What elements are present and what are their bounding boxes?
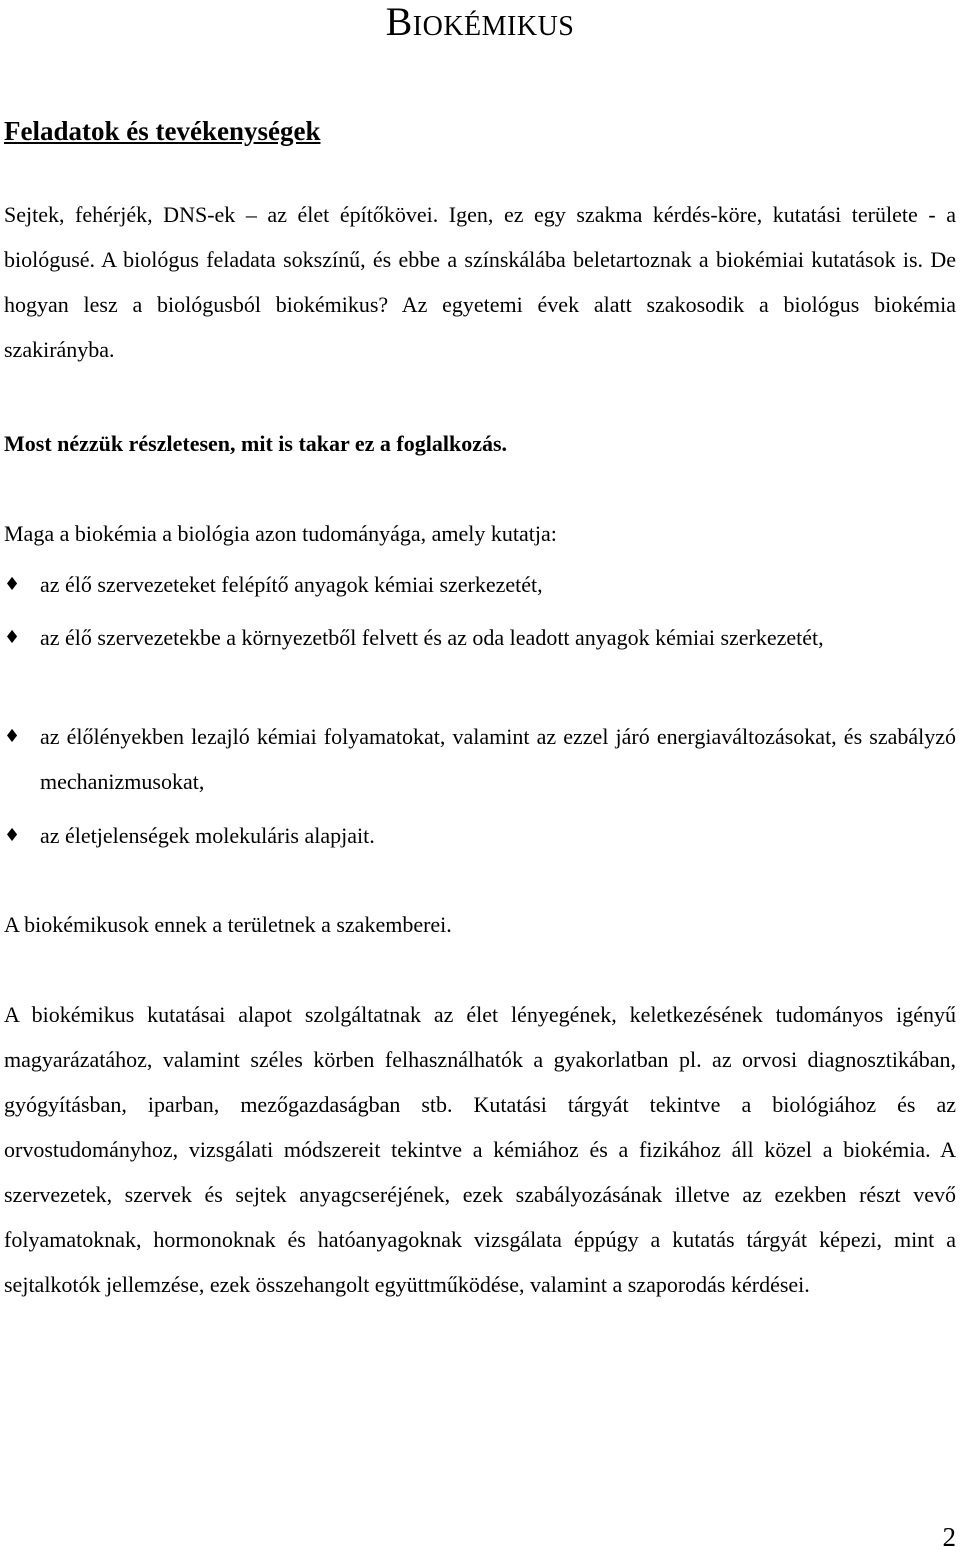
page-title: Biokémikus <box>385 0 575 44</box>
summary-paragraph: A biokémikusok ennek a területnek a szakemberei. <box>4 912 452 937</box>
body-paragraph: A biokémikus kutatásai alapot szolgáltatnak az élet lényegének, keletkezésének tudományos igényű magyarázatához, valamint széles körben felhasználhatók a gyakorlatban pl. az orvosi diagnosztikában, gyógyításban, iparban, mezőgazdaságban stb. Kutatási tárgyát tekintve a biológiához és az orvostudományhoz, vizsgálati módszereit tekintve a kémiához és a fizikához áll közel a biokémia. A szervezetek, szervek és sejtek anyagcseréjének, ezek szabályozásának illetve az ezekben részt vevő folyamatoknak, hormonoknak és hatóanyagoknak vizsgálata éppúgy a kutatás tárgyát képezi, mint a sejtalkotók jellemzése, ezek összehangolt együttműködése, valamint a szaporodás kérdései. <box>4 1002 956 1297</box>
list-item-text: az életjelenségek molekuláris alapjait. <box>40 823 375 848</box>
list-item-text: az élőlényekben lezajló kémiai folyamatokat, valamint az ezzel járó energiaváltozásokat, és szabályzó mechanizmusokat, <box>40 724 956 794</box>
section-heading: Feladatok és tevékenységek <box>4 116 321 146</box>
diamond-bullet-icon: ♦ <box>4 726 21 747</box>
bold-subheading: Most nézzük részletesen, mit is takar ez a foglalkozás. <box>4 431 508 456</box>
diamond-bullet-icon: ♦ <box>4 574 21 595</box>
list-item-text: az élő szervezetekbe a környezetből felvett és az oda leadott anyagok kémiai szerkezetét, <box>40 625 824 650</box>
lead-paragraph: Maga a biokémia a biológia azon tudományága, amely kutatja: <box>4 521 557 546</box>
diamond-bullet-icon: ♦ <box>4 627 21 648</box>
intro-paragraph: Sejtek, fehérjék, DNS-ek – az élet építőkövei. Igen, ez egy szakma kérdés-köre, kutatási területe - a biológusé. A biológus feladata sokszínű, és ebbe a színskálába beletartoznak a biokémiai kutatások is. De hogyan lesz a biológusból biokémikus? Az egyetemi évek alatt szakosodik a biológus biokémia szakirányba. <box>4 202 956 362</box>
page-number: 2 <box>942 1522 956 1552</box>
list-item-text: az élő szervezeteket felépítő anyagok kémiai szerkezetét, <box>40 572 543 597</box>
diamond-bullet-icon: ♦ <box>4 825 21 846</box>
